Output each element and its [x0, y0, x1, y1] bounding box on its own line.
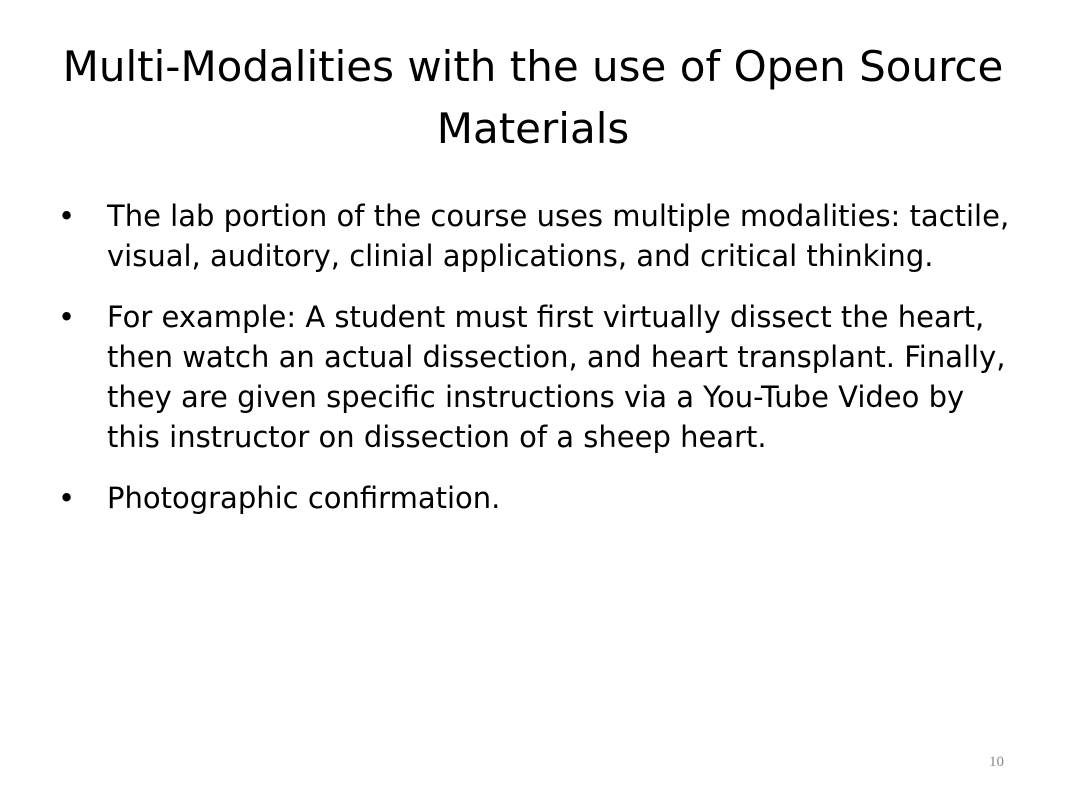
- bullet-icon: •: [58, 199, 76, 233]
- bullet-item: [58, 196, 1018, 276]
- bullet-item: [58, 478, 1018, 518]
- bullet-text: Photographic confirmation.: [107, 481, 501, 515]
- bullet-icon: •: [58, 481, 76, 515]
- page-number: 10: [989, 754, 1004, 770]
- bullet-icon: •: [58, 300, 76, 334]
- bullet-text: The lab portion of the course uses multiple modalities: tactile, visual, auditory, clinial applications, and critical thinking.: [107, 199, 1010, 273]
- bullet-list: [58, 196, 1018, 539]
- bullet-text: For example: A student must first virtually dissect the heart, then watch an actual dissection, and heart transplant. Finally, they are given specific instructions via a You-Tube Video by this instructor on dissection of a sheep heart.: [107, 300, 1006, 454]
- slide-title: Multi-Modalities with the use of Open Source Materials: [62, 42, 1004, 153]
- bullet-item: [58, 297, 1018, 457]
